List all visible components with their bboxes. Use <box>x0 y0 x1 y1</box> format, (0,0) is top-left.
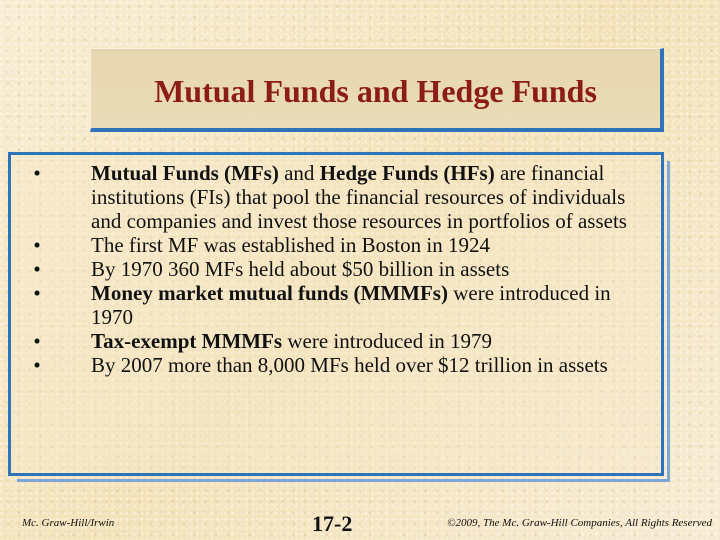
bullet-item <box>11 281 661 329</box>
bullet-icon: • <box>33 233 41 257</box>
copyright-notice: ©2009, The Mc. Graw-Hill Companies, All Rights Reserved <box>447 517 712 529</box>
bullet-item <box>11 161 661 233</box>
bullet-text: By 1970 360 MFs held about $50 billion in assets <box>91 257 510 281</box>
bullet-list <box>11 155 661 377</box>
slide-number: 17-2 <box>312 511 353 536</box>
publisher-label: Mc. Graw-Hill/Irwin <box>22 517 115 529</box>
bullet-icon: • <box>33 281 41 305</box>
bullet-item <box>11 353 661 377</box>
bullet-icon: • <box>33 353 41 377</box>
slide-title: Mutual Funds and Hedge Funds <box>154 73 597 109</box>
bullet-text-bold: Money market mutual funds (MMMFs) <box>91 281 448 305</box>
bullet-text: The first MF was established in Boston in 1924 <box>91 233 490 257</box>
bullet-text-bold: Hedge Funds (HFs) <box>319 161 495 185</box>
bullet-item <box>11 329 661 353</box>
bullet-item <box>11 233 661 257</box>
title-box <box>90 48 664 132</box>
bullet-text: were introduced in 1979 <box>282 329 493 353</box>
bullet-text: By 2007 more than 8,000 MFs held over $12 trillion in assets <box>91 353 608 377</box>
bullet-icon: • <box>33 329 41 353</box>
bullet-text: are financial institutions (FIs) that pool the financial resources of individuals and companies and invest those resources in portfolios of assets <box>91 161 627 233</box>
bullet-text: and <box>278 161 320 185</box>
bullet-icon: • <box>33 161 41 185</box>
bullet-text: were introduced in 1970 <box>91 281 611 329</box>
bullet-item <box>11 257 661 281</box>
content-box <box>8 152 664 476</box>
bullet-text-bold: Mutual Funds (MFs) <box>91 161 279 185</box>
bullet-text-bold: Tax-exempt MMMFs <box>91 329 283 353</box>
bullet-icon: • <box>33 257 41 281</box>
